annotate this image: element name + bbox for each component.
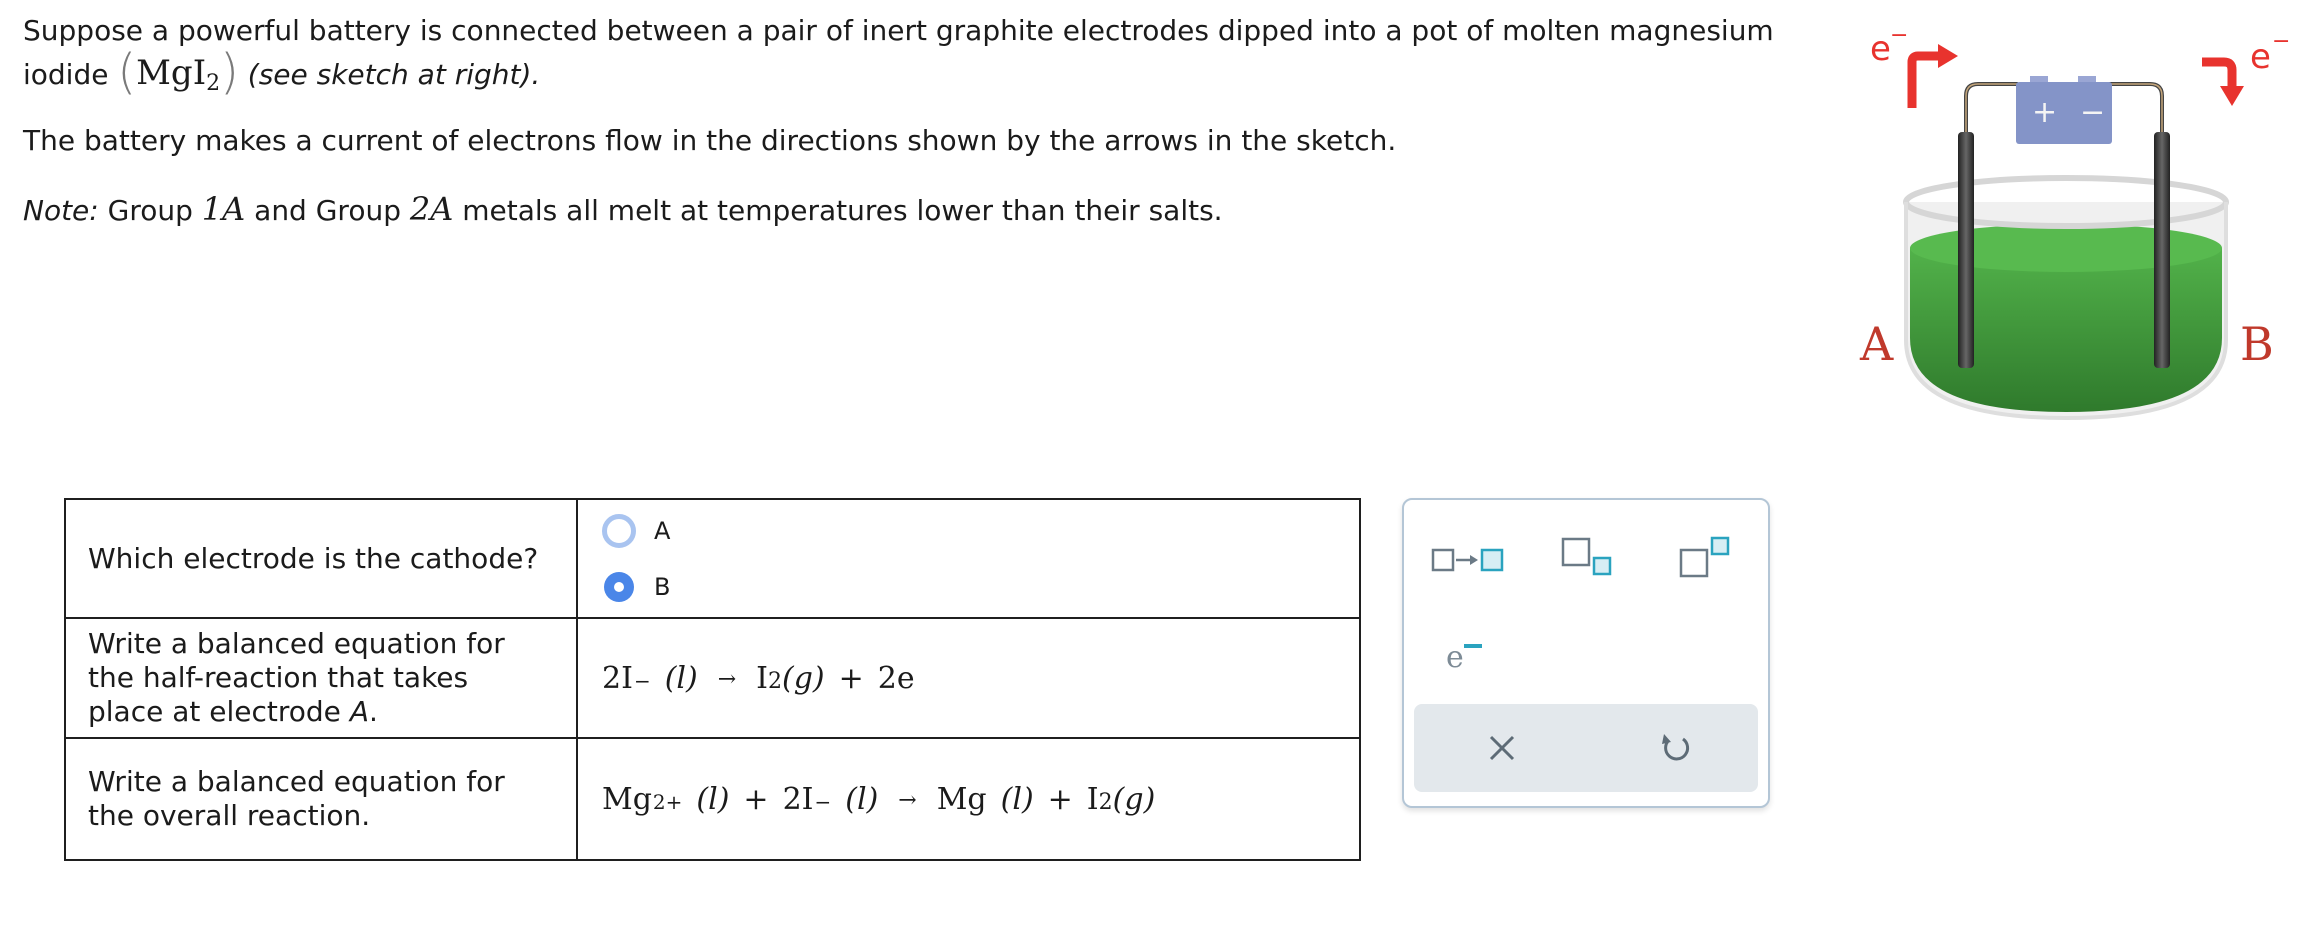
formula-base: MgI [136,53,207,93]
option-b-label: B [654,572,671,601]
molten-salt-pot [1906,178,2226,418]
problem-line-2-prefix: iodide [23,58,109,91]
note-group-2: 2A [409,190,454,228]
formula-open-paren: ( [117,44,137,100]
question-row-overall [65,738,1360,860]
battery [2016,76,2112,144]
problem-line-2-suffix: (see sketch at right). [247,58,541,91]
question-half-reaction-prompt: Write a balanced equation for the half-reaction that takes place at electrode A. [65,618,577,738]
note-group-1: 1A [201,190,246,228]
option-a-label: A [654,516,671,545]
label-electrode-b: B [2240,317,2274,371]
problem-paragraph-2: The battery makes a current of electrons flow in the directions shown by the arrows in the sketch. [23,124,1397,157]
overall-reaction-answer[interactable] [577,738,1360,860]
radio-a[interactable] [602,514,636,548]
undo-icon[interactable] [1658,730,1694,766]
note-label: Note: [23,194,99,227]
formula-subscript: 2 [206,71,221,96]
electrode-a [1958,132,1974,368]
radio-b-selected[interactable] [604,572,634,602]
arrow-right-down-icon [2202,62,2244,106]
problem-line-1: Suppose a powerful battery is connected between a pair of inert graphite electrodes dipped into a pot of molten magnesium [23,14,1774,47]
cathode-options [577,499,1360,618]
overall-reaction-equation[interactable]: Mg 2+ (l) + 2I − (l) → Mg (l) + I 2 (g) [602,781,1156,817]
battery-plus-terminal: + [2032,95,2058,130]
electron-label-left [1870,23,1908,69]
question-table [64,498,1361,861]
electron-label-right [2250,29,2290,77]
note-text-b: and Group [254,194,401,227]
wire-left [1966,84,2018,140]
wire-right [2108,84,2162,140]
question-cathode-prompt: Which electrode is the cathode? [65,499,577,618]
half-reaction-equation[interactable]: 2I − (l) → I 2 (g) + 2e [602,660,915,696]
formula-close-paren: ) [220,44,239,100]
palette-actions [1414,704,1758,792]
electron-icon[interactable]: e [1446,640,1464,675]
half-reaction-answer[interactable] [577,618,1360,738]
arrow-up-right-icon [1912,44,1958,108]
svg-text:e: e [1870,29,1891,69]
note-text-a: Group [107,194,193,227]
svg-text:−: − [2272,29,2291,54]
svg-text:e: e [2250,37,2271,77]
subscript-template-icon[interactable] [1560,534,1614,582]
equation-tool-palette [1402,498,1770,808]
question-overall-prompt: Write a balanced equation for the overall reaction. [65,738,577,860]
electrode-b [2154,132,2170,368]
superscript-template-icon[interactable] [1678,534,1732,582]
battery-minus-terminal: − [2080,95,2106,130]
problem-paragraph-1 [23,10,1823,100]
option-a[interactable] [602,503,1359,559]
svg-text:−: − [1890,23,1909,48]
note-text-c: metals all melt at temperatures lower than their salts. [462,194,1223,227]
question-row-half-reaction [65,618,1360,738]
arrow-template-icon[interactable] [1430,542,1504,578]
problem-note [23,188,1823,232]
option-b[interactable] [602,559,1359,615]
question-row-cathode [65,499,1360,618]
label-electrode-a: A [1860,317,1894,371]
clear-icon[interactable] [1486,732,1518,764]
electrolysis-sketch [1840,20,2300,440]
problem-statement [23,10,1823,232]
